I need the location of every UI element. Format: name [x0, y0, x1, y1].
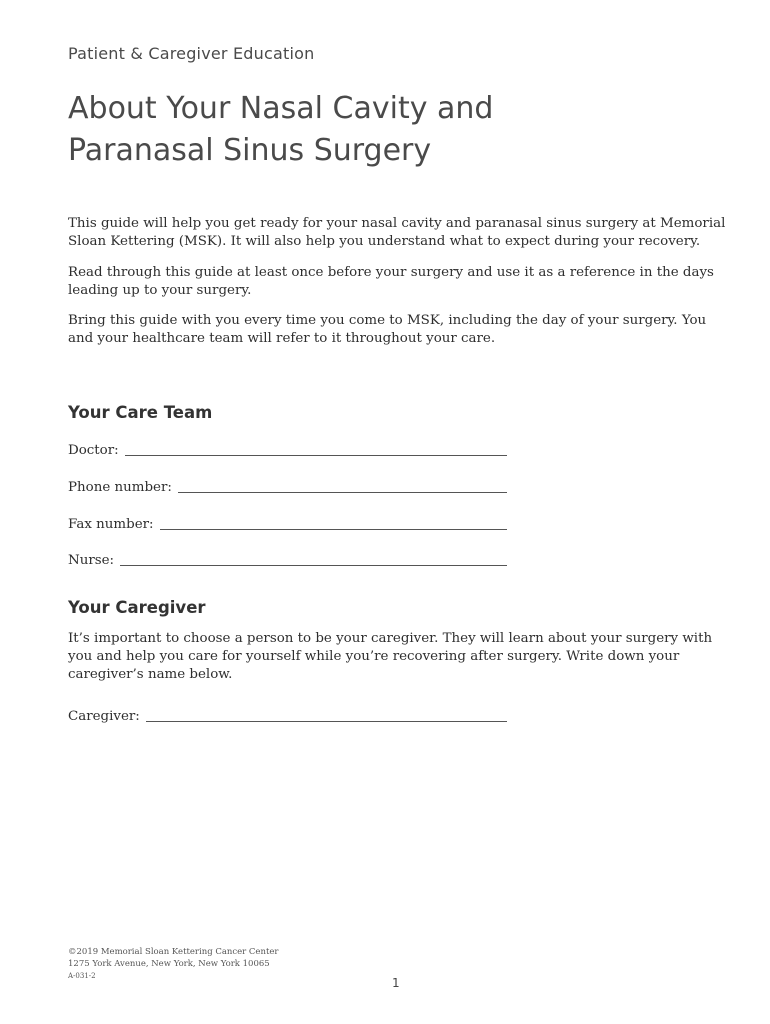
footer [68, 946, 278, 982]
footer-copyright: ©2019 Memorial Sloan Kettering Cancer Center [68, 947, 279, 957]
page-number: 1 [392, 976, 400, 990]
doctor-field[interactable] [68, 439, 507, 459]
nurse-input-line[interactable] [120, 565, 507, 566]
caregiver-field[interactable] [68, 705, 507, 725]
page-title-line-1: About Your Nasal Cavity and [68, 91, 494, 126]
intro-paragraph-2: Read through this guide at least once before your surgery and use it as a reference in the days leading up to your surgery. [68, 265, 714, 298]
nurse-label: Nurse: [68, 553, 115, 568]
nurse-field[interactable] [68, 549, 507, 569]
page-title [68, 88, 728, 172]
phone-number-input-line[interactable] [178, 492, 507, 493]
fax-number-field[interactable] [68, 513, 507, 533]
page-title-line-2: Paranasal Sinus Surgery [68, 133, 432, 168]
caregiver-heading: Your Caregiver [68, 598, 206, 617]
caregiver-paragraph: It’s important to choose a person to be your caregiver. They will learn about your surgery with you and help you care for yourself while you’re recovering after surgery. Write down your caregiver’s name below. [68, 631, 713, 682]
intro-paragraph-1: This guide will help you get ready for your nasal cavity and paranasal sinus surgery at Memorial Sloan Kettering (MSK). It will also help you understand what to expect during your recovery. [68, 216, 726, 249]
caregiver-label: Caregiver: [68, 709, 140, 724]
phone-number-label: Phone number: [68, 480, 172, 495]
phone-number-field[interactable] [68, 476, 507, 496]
doctor-label: Doctor: [68, 443, 119, 458]
fax-number-label: Fax number: [68, 517, 154, 532]
fax-number-input-line[interactable] [160, 529, 507, 530]
doctor-input-line[interactable] [125, 455, 507, 456]
intro-paragraph-3: Bring this guide with you every time you come to MSK, including the day of your surgery. You and your healthcare team will refer to it throughout your care. [68, 313, 707, 346]
care-team-heading: Your Care Team [68, 403, 213, 422]
caregiver-input-line[interactable] [146, 721, 507, 722]
header-label: Patient & Caregiver Education [68, 44, 315, 63]
footer-address: 1275 York Avenue, New York, New York 10065 [68, 959, 270, 969]
footer-document-code: A-031-2 [68, 972, 96, 980]
